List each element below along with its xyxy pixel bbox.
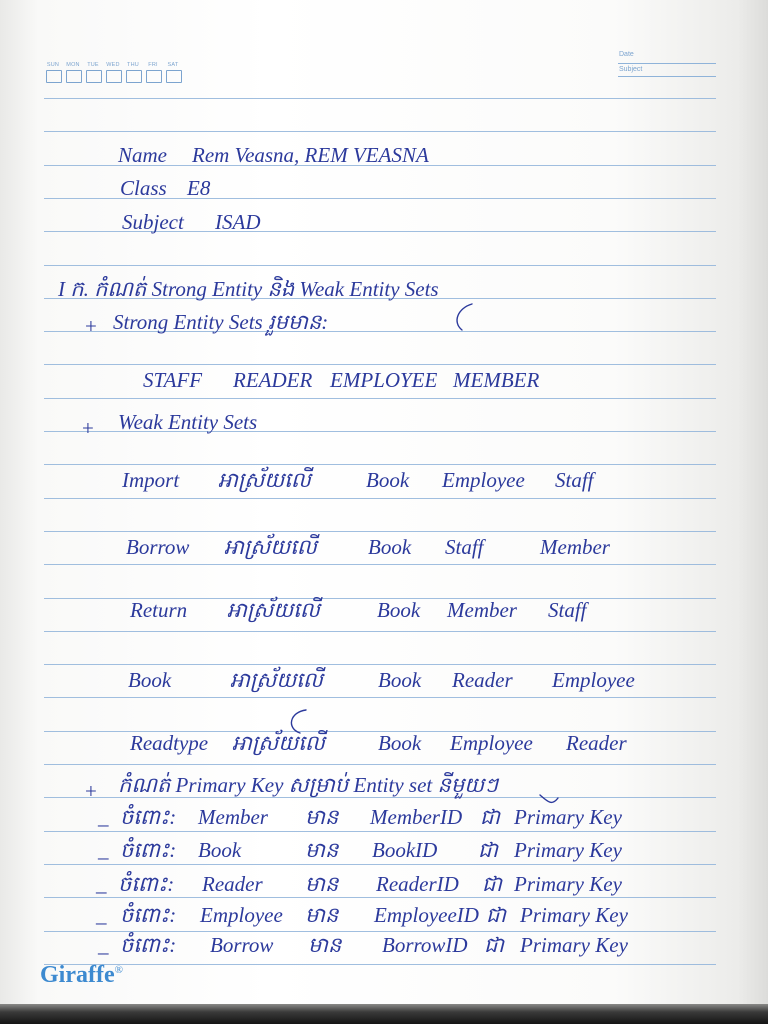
weekday-checkbox — [86, 70, 102, 83]
ruled-line — [44, 631, 716, 632]
weekday-label: WED — [106, 62, 120, 68]
weak-entity-row — [0, 535, 768, 561]
plus-bullet: + — [85, 314, 97, 338]
primary-key-label: ចំពោះ: — [120, 838, 177, 862]
primary-key-verb: មាន — [308, 933, 342, 957]
strong-heading-line — [0, 310, 768, 336]
weekday-checkbox — [146, 70, 162, 83]
subject-field-line — [618, 76, 716, 77]
weak-heading-line — [0, 410, 768, 440]
ruled-line — [44, 398, 716, 399]
primary-key-field: BorrowID — [382, 933, 468, 957]
weak-entity-name: Borrow — [126, 535, 190, 559]
weekday-checkbox — [66, 70, 82, 83]
weekday-label: SAT — [167, 62, 179, 68]
strong-entity: EMPLOYEE — [330, 368, 438, 392]
primary-key-label: ចំពោះ: — [118, 872, 175, 896]
plus-bullet: + — [82, 416, 94, 440]
primary-key-suffix: Primary Key — [514, 805, 622, 829]
primary-key-is: ជា — [480, 805, 500, 829]
ruled-line — [44, 764, 716, 765]
weak-entity-row — [0, 668, 768, 694]
depends-on-entity: Book — [366, 468, 410, 492]
primary-key-row — [0, 933, 768, 959]
ruled-line — [44, 364, 716, 365]
weekday-checkbox — [166, 70, 182, 83]
primary-key-suffix: Primary Key — [514, 838, 622, 862]
weak-entity-name: Book — [128, 668, 172, 692]
weekday-label: SUN — [46, 62, 60, 68]
dependency-text: អាស្រ័យលើ — [218, 468, 311, 492]
dependency-text: អាស្រ័យលើ — [232, 731, 325, 755]
primary-key-suffix: Primary Key — [520, 903, 628, 927]
depends-on-entity: Book — [378, 668, 422, 692]
primary-key-field: EmployeeID — [374, 903, 479, 927]
subject-label: Subject — [122, 210, 184, 234]
depends-on-entity: Book — [377, 598, 421, 622]
giraffe-brand-logo — [40, 962, 123, 989]
primary-key-suffix: Primary Key — [520, 933, 628, 957]
dependency-text: អាស្រ័យលើ — [227, 598, 320, 622]
ruled-line — [44, 931, 716, 932]
plus-bullet: + — [85, 779, 97, 803]
primary-key-label: ចំពោះ: — [120, 903, 177, 927]
primary-key-entity: Member — [198, 805, 268, 829]
primary-key-entity: Book — [198, 838, 242, 862]
weak-entity-row — [0, 598, 768, 624]
ruled-line — [44, 498, 716, 499]
depends-on-entity: Employee — [552, 668, 635, 692]
dash-bullet: _ — [98, 805, 109, 829]
primary-key-verb: មាន — [305, 872, 339, 896]
subject-field-label: Subject — [619, 66, 643, 73]
brand-name: Giraffe — [40, 962, 115, 988]
dash-bullet: _ — [96, 872, 107, 896]
date-field-line — [618, 63, 716, 64]
primary-key-verb: មាន — [305, 838, 339, 862]
weekday-label: TUE — [87, 62, 99, 68]
primary-key-row — [0, 903, 768, 929]
depends-on-entity: Staff — [445, 535, 484, 559]
class-label: Class — [120, 176, 167, 200]
primary-key-label: ចំពោះ: — [120, 805, 177, 829]
student-class-line — [0, 176, 768, 202]
weak-entity-heading: Weak Entity Sets — [118, 410, 258, 434]
weak-entity-name: Return — [130, 598, 188, 622]
primary-key-is: ជា — [482, 872, 502, 896]
ruled-line — [44, 864, 716, 865]
depends-on-entity: Employee — [450, 731, 533, 755]
primary-key-field: ReaderID — [376, 872, 459, 896]
depends-on-entity: Reader — [452, 668, 513, 692]
depends-on-entity: Employee — [442, 468, 525, 492]
student-name-line — [0, 143, 768, 169]
ruled-line — [44, 564, 716, 565]
registered-mark: ® — [114, 964, 123, 976]
weekday-label: FRI — [148, 62, 158, 68]
depends-on-entity: Member — [540, 535, 610, 559]
weekday-label: THU — [127, 62, 139, 68]
ruled-line — [44, 265, 716, 266]
primary-key-entity: Reader — [202, 872, 263, 896]
depends-on-entity: Book — [378, 731, 422, 755]
strong-entity: READER — [233, 368, 313, 392]
section-title-line — [0, 277, 768, 303]
depends-on-entity: Book — [368, 535, 412, 559]
ruled-line — [44, 464, 716, 465]
depends-on-entity: Staff — [548, 598, 587, 622]
ruled-line — [44, 964, 716, 965]
primary-key-entity: Borrow — [210, 933, 274, 957]
weekday-label: MON — [66, 62, 80, 68]
strong-entity-list — [0, 368, 768, 394]
strong-entity-heading: Strong Entity Sets រួមមាន: — [113, 310, 329, 334]
ruled-line — [44, 531, 716, 532]
primary-key-row — [0, 872, 768, 898]
weak-entity-name: Import — [122, 468, 180, 492]
weekday-checkbox — [106, 70, 122, 83]
weekday-checkbox — [126, 70, 142, 83]
date-field-label: Date — [619, 51, 634, 58]
ruled-line — [44, 697, 716, 698]
primary-key-heading-line — [0, 773, 768, 803]
subject-value: ISAD — [215, 210, 261, 234]
section-title: I ក. កំណត់ Strong Entity និង Weak Entity Sets — [58, 277, 439, 301]
strong-entity: STAFF — [143, 368, 203, 392]
weekday-checkbox — [46, 70, 62, 83]
primary-key-heading: កំណត់ Primary Key សម្រាប់ Entity set នីមួយៗ — [118, 773, 498, 797]
primary-key-row — [0, 838, 768, 864]
depends-on-entity: Staff — [555, 468, 594, 492]
table-surface-edge — [0, 1004, 768, 1024]
primary-key-is: ជា — [478, 838, 498, 862]
primary-key-entity: Employee — [200, 903, 283, 927]
name-label: Name — [118, 143, 167, 167]
depends-on-entity: Reader — [566, 731, 627, 755]
ruled-line — [44, 664, 716, 665]
name-value: Rem Veasna, REM VEASNA — [192, 143, 429, 167]
dash-bullet: _ — [98, 933, 109, 957]
dependency-text: អាស្រ័យលើ — [230, 668, 323, 692]
dependency-text: អាស្រ័យលើ — [224, 535, 317, 559]
primary-key-row — [0, 805, 768, 831]
weak-entity-name: Readtype — [130, 731, 209, 755]
depends-on-entity: Member — [447, 598, 517, 622]
student-subject-line — [0, 210, 768, 236]
primary-key-label: ចំពោះ: — [120, 933, 177, 957]
primary-key-field: MemberID — [370, 805, 463, 829]
primary-key-verb: មាន — [305, 805, 339, 829]
weak-entity-row — [0, 468, 768, 494]
primary-key-is: ជា — [486, 903, 506, 927]
primary-key-is: ជា — [484, 933, 504, 957]
strong-entity: MEMBER — [453, 368, 540, 392]
primary-key-field: BookID — [372, 838, 438, 862]
dash-bullet: _ — [96, 903, 107, 927]
ruled-line — [44, 131, 716, 132]
dash-bullet: _ — [98, 838, 109, 862]
ruled-line — [44, 98, 716, 99]
class-value: E8 — [187, 176, 211, 200]
primary-key-suffix: Primary Key — [514, 872, 622, 896]
primary-key-verb: មាន — [305, 903, 339, 927]
weak-entity-row — [0, 731, 768, 757]
